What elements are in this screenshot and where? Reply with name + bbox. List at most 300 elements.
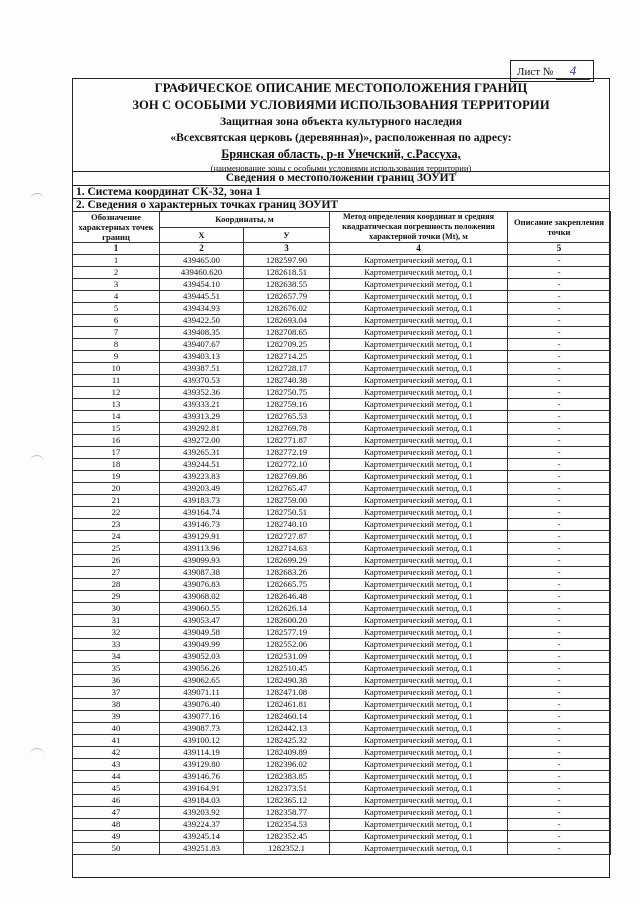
col-desc-header: Описание закрепления точки [508,212,611,243]
coord-y: 1282409.89 [244,747,330,759]
coord-y: 1282626.14 [244,603,330,615]
coord-x: 439408.35 [160,327,244,339]
coord-x: 439183.73 [160,495,244,507]
table-row [73,699,611,711]
point-id: 38 [73,699,160,711]
method-cell: Картометрический метод, 0.1 [330,747,508,759]
point-id: 14 [73,411,160,423]
coord-y: 1282490.38 [244,675,330,687]
point-id: 21 [73,495,160,507]
method-cell: Картометрический метод, 0.1 [330,591,508,603]
point-id: 46 [73,795,160,807]
coord-y: 1282740.38 [244,375,330,387]
point-id: 24 [73,531,160,543]
coord-y: 1282638.55 [244,279,330,291]
coord-x: 439164.74 [160,507,244,519]
coord-x: 439333.21 [160,399,244,411]
point-id: 47 [73,807,160,819]
point-id: 43 [73,759,160,771]
point-id: 20 [73,483,160,495]
table-row [73,711,611,723]
coord-y: 1282531.09 [244,651,330,663]
method-cell: Картометрический метод, 0.1 [330,447,508,459]
method-cell: Картометрический метод, 0.1 [330,675,508,687]
table-row [73,747,611,759]
desc-cell: - [508,567,611,579]
point-id: 27 [73,567,160,579]
table-row [73,303,611,315]
coord-x: 439114.19 [160,747,244,759]
point-id: 19 [73,471,160,483]
desc-cell: - [508,735,611,747]
method-cell: Картометрический метод, 0.1 [330,819,508,831]
point-id: 28 [73,579,160,591]
point-id: 11 [73,375,160,387]
table-row [73,519,611,531]
point-id: 25 [73,543,160,555]
point-id: 48 [73,819,160,831]
table-row [73,315,611,327]
sheet-number: 4 [556,63,590,80]
title-line-2: ЗОН С ОСОБЫМИ УСЛОВИЯМИ ИСПОЛЬЗОВАНИЯ ТЕРРИТОРИИ [132,98,550,112]
coord-x: 439265.31 [160,447,244,459]
method-cell: Картометрический метод, 0.1 [330,831,508,843]
coord-y: 1282683.26 [244,567,330,579]
desc-cell: - [508,411,611,423]
coord-x: 439129.91 [160,531,244,543]
coord-x: 439407.67 [160,339,244,351]
point-id: 49 [73,831,160,843]
desc-cell: - [508,315,611,327]
coord-y: 1282708.65 [244,327,330,339]
col-number: 4 [330,243,508,255]
coord-x: 439184.03 [160,795,244,807]
method-cell: Картометрический метод, 0.1 [330,603,508,615]
coord-x: 439245.14 [160,831,244,843]
desc-cell: - [508,387,611,399]
method-cell: Картометрический метод, 0.1 [330,375,508,387]
method-cell: Картометрический метод, 0.1 [330,759,508,771]
coord-x: 439403.13 [160,351,244,363]
coord-x: 439129.80 [160,759,244,771]
desc-cell: - [508,843,611,855]
coord-y: 1282676.02 [244,303,330,315]
table-row [73,831,611,843]
coord-x: 439099.93 [160,555,244,567]
method-cell: Картометрический метод, 0.1 [330,507,508,519]
coord-y: 1282358.77 [244,807,330,819]
coord-x: 439068.02 [160,591,244,603]
coord-x: 439053.47 [160,615,244,627]
point-id: 36 [73,675,160,687]
method-cell: Картометрический метод, 0.1 [330,735,508,747]
coord-y: 1282665.75 [244,579,330,591]
desc-cell: - [508,303,611,315]
desc-cell: - [508,771,611,783]
point-id: 5 [73,303,160,315]
desc-cell: - [508,339,611,351]
method-cell: Картометрический метод, 0.1 [330,555,508,567]
table-row [73,351,611,363]
point-id: 9 [73,351,160,363]
method-cell: Картометрический метод, 0.1 [330,807,508,819]
coord-x: 439052.03 [160,651,244,663]
col-number: 1 [73,243,160,255]
desc-cell: - [508,627,611,639]
coord-y: 1282577.19 [244,627,330,639]
table-row [73,675,611,687]
table-row [73,579,611,591]
method-cell: Картометрический метод, 0.1 [330,543,508,555]
table-row [73,363,611,375]
coord-y: 1282728.17 [244,363,330,375]
method-cell: Картометрический метод, 0.1 [330,723,508,735]
method-cell: Картометрический метод, 0.1 [330,255,508,267]
table-row [73,615,611,627]
point-id: 29 [73,591,160,603]
table-row [73,543,611,555]
method-cell: Картометрический метод, 0.1 [330,627,508,639]
col-number: 5 [508,243,611,255]
coord-y: 1282552.06 [244,639,330,651]
title-line-1: ГРАФИЧЕСКОЕ ОПИСАНИЕ МЕСТОПОЛОЖЕНИЯ ГРАНИЦ [154,81,528,95]
method-cell: Картометрический метод, 0.1 [330,795,508,807]
coord-y: 1282714.63 [244,543,330,555]
table-row [73,531,611,543]
point-id: 8 [73,339,160,351]
desc-cell: - [508,831,611,843]
method-cell: Картометрический метод, 0.1 [330,531,508,543]
point-id: 35 [73,663,160,675]
method-cell: Картометрический метод, 0.1 [330,471,508,483]
method-cell: Картометрический метод, 0.1 [330,303,508,315]
coord-x: 439370.53 [160,375,244,387]
coord-x: 439056.26 [160,663,244,675]
table-row [73,651,611,663]
coord-x: 439087.73 [160,723,244,735]
desc-cell: - [508,639,611,651]
section-title: Сведения о местоположении границ ЗОУИТ [72,171,610,185]
method-cell: Картометрический метод, 0.1 [330,519,508,531]
table-row [73,819,611,831]
point-id: 7 [73,327,160,339]
method-cell: Картометрический метод, 0.1 [330,399,508,411]
desc-cell: - [508,807,611,819]
point-id: 37 [73,687,160,699]
desc-cell: - [508,267,611,279]
method-cell: Картометрический метод, 0.1 [330,267,508,279]
desc-cell: - [508,819,611,831]
coord-x: 439071.11 [160,687,244,699]
point-id: 3 [73,279,160,291]
punch-hole-mark [30,748,44,759]
desc-cell: - [508,495,611,507]
method-cell: Картометрический метод, 0.1 [330,411,508,423]
punch-hole-mark [30,455,44,466]
table-row [73,723,611,735]
table-row [73,507,611,519]
point-id: 45 [73,783,160,795]
coord-y: 1282425.32 [244,735,330,747]
desc-cell: - [508,375,611,387]
coord-y: 1282373.51 [244,783,330,795]
table-row [73,483,611,495]
point-id: 50 [73,843,160,855]
coord-system: 1. Система координат СК-32, зона 1 [72,185,610,199]
method-cell: Картометрический метод, 0.1 [330,699,508,711]
desc-cell: - [508,483,611,495]
coord-y: 1282471.08 [244,687,330,699]
coord-y: 1282693.04 [244,315,330,327]
coord-x: 439352.36 [160,387,244,399]
desc-cell: - [508,747,611,759]
coord-y: 1282442.13 [244,723,330,735]
coord-x: 439060.55 [160,603,244,615]
point-id: 10 [73,363,160,375]
table-row [73,447,611,459]
coord-x: 439292.81 [160,423,244,435]
desc-cell: - [508,471,611,483]
desc-cell: - [508,759,611,771]
table-row [73,471,611,483]
coord-x: 439434.93 [160,303,244,315]
coord-x: 439465.00 [160,255,244,267]
coord-y: 1282769.86 [244,471,330,483]
method-cell: Картометрический метод, 0.1 [330,387,508,399]
points-section-title: 2. Сведения о характерных точках границ ЗОУИТ [72,198,610,212]
table-row [73,255,611,267]
col-coords-header: Координаты, м [160,212,330,228]
point-id: 42 [73,747,160,759]
coord-y: 1282709.25 [244,339,330,351]
coord-x: 439049.99 [160,639,244,651]
table-row [73,399,611,411]
zone-name-caption: (наименование зоны с особыми условиями использования территории) [210,163,472,173]
method-cell: Картометрический метод, 0.1 [330,639,508,651]
table-row [73,663,611,675]
coord-y: 1282657.79 [244,291,330,303]
method-cell: Картометрический метод, 0.1 [330,327,508,339]
method-cell: Картометрический метод, 0.1 [330,363,508,375]
table-row [73,423,611,435]
method-cell: Картометрический метод, 0.1 [330,459,508,471]
method-cell: Картометрический метод, 0.1 [330,651,508,663]
table-row [73,807,611,819]
table-row [73,291,611,303]
col-number: 3 [244,243,330,255]
table-row [73,687,611,699]
point-id: 44 [73,771,160,783]
desc-cell: - [508,615,611,627]
zone-address: Брянская область, р-н Унечский, с.Рассуха, [221,147,461,161]
desc-cell: - [508,651,611,663]
desc-cell: - [508,603,611,615]
method-cell: Картометрический метод, 0.1 [330,687,508,699]
desc-cell: - [508,675,611,687]
desc-cell: - [508,543,611,555]
table-row [73,759,611,771]
coord-x: 439146.76 [160,771,244,783]
point-id: 15 [73,423,160,435]
coord-x: 439164.91 [160,783,244,795]
desc-cell: - [508,591,611,603]
method-cell: Картометрический метод, 0.1 [330,711,508,723]
coord-x: 439272.00 [160,435,244,447]
zone-name-line-1: Защитная зона объекта культурного наследия [219,115,462,128]
coord-y: 1282352.45 [244,831,330,843]
table-row [73,459,611,471]
coord-x: 439203.92 [160,807,244,819]
table-row [73,591,611,603]
point-id: 33 [73,639,160,651]
coord-x: 439203.49 [160,483,244,495]
desc-cell: - [508,699,611,711]
coord-x: 439460.620 [160,267,244,279]
table-row [73,327,611,339]
desc-cell: - [508,795,611,807]
table-row [73,339,611,351]
point-id: 1 [73,255,160,267]
point-id: 32 [73,627,160,639]
desc-cell: - [508,435,611,447]
desc-cell: - [508,687,611,699]
document-header [73,80,609,174]
col-number: 2 [160,243,244,255]
desc-cell: - [508,507,611,519]
desc-cell: - [508,351,611,363]
coord-y: 1282510.45 [244,663,330,675]
method-cell: Картометрический метод, 0.1 [330,783,508,795]
coord-y: 1282714.25 [244,351,330,363]
coord-x: 439422.50 [160,315,244,327]
coord-x: 439251.83 [160,843,244,855]
desc-cell: - [508,255,611,267]
method-cell: Картометрический метод, 0.1 [330,435,508,447]
method-cell: Картометрический метод, 0.1 [330,483,508,495]
table-row [73,771,611,783]
table-row [73,387,611,399]
desc-cell: - [508,723,611,735]
method-cell: Картометрический метод, 0.1 [330,495,508,507]
coord-y: 1282765.47 [244,483,330,495]
desc-cell: - [508,579,611,591]
coord-x: 439076.83 [160,579,244,591]
method-cell: Картометрический метод, 0.1 [330,291,508,303]
table-row [73,567,611,579]
col-y-header: У [244,227,330,243]
desc-cell: - [508,783,611,795]
coord-y: 1282600.20 [244,615,330,627]
method-cell: Картометрический метод, 0.1 [330,567,508,579]
coord-x: 439100.12 [160,735,244,747]
point-id: 4 [73,291,160,303]
col-method-header: Метод определения координат и средняя квадратическая погрешность положения характерной точки (Mt), м [330,212,508,243]
method-cell: Картометрический метод, 0.1 [330,315,508,327]
coord-y: 1282352.1 [244,843,330,855]
desc-cell: - [508,447,611,459]
method-cell: Картометрический метод, 0.1 [330,339,508,351]
coord-y: 1282460.14 [244,711,330,723]
method-cell: Картометрический метод, 0.1 [330,279,508,291]
coord-y: 1282772.19 [244,447,330,459]
point-id: 39 [73,711,160,723]
col-point-header: Обозначение характерных точек границ [73,212,160,243]
coord-y: 1282618.51 [244,267,330,279]
coord-y: 1282769.78 [244,423,330,435]
method-cell: Картометрический метод, 0.1 [330,615,508,627]
method-cell: Картометрический метод, 0.1 [330,423,508,435]
table-row [73,495,611,507]
desc-cell: - [508,459,611,471]
coord-y: 1282772.10 [244,459,330,471]
coord-x: 439062.65 [160,675,244,687]
method-cell: Картометрический метод, 0.1 [330,843,508,855]
sheet-label: Лист № [517,66,554,78]
desc-cell: - [508,291,611,303]
point-id: 23 [73,519,160,531]
table-row [73,603,611,615]
coord-y: 1282383.85 [244,771,330,783]
zone-name-line-2: «Всехсвятская церковь (деревянная)», расположенная по адресу: [170,131,512,144]
desc-cell: - [508,663,611,675]
point-id: 40 [73,723,160,735]
coord-y: 1282646.48 [244,591,330,603]
table-row [73,267,611,279]
desc-cell: - [508,399,611,411]
coord-x: 439077.16 [160,711,244,723]
point-id: 31 [73,615,160,627]
point-id: 34 [73,651,160,663]
point-id: 16 [73,435,160,447]
coord-y: 1282759.16 [244,399,330,411]
coord-y: 1282727.87 [244,531,330,543]
coord-x: 439313.29 [160,411,244,423]
punch-hole-mark [30,193,44,204]
desc-cell: - [508,711,611,723]
coord-x: 439087.38 [160,567,244,579]
method-cell: Картометрический метод, 0.1 [330,579,508,591]
method-cell: Картометрический метод, 0.1 [330,351,508,363]
point-id: 17 [73,447,160,459]
desc-cell: - [508,531,611,543]
point-id: 13 [73,399,160,411]
point-id: 22 [73,507,160,519]
coord-x: 439113.96 [160,543,244,555]
coord-y: 1282750.75 [244,387,330,399]
point-id: 6 [73,315,160,327]
coord-y: 1282759.00 [244,495,330,507]
desc-cell: - [508,327,611,339]
coord-x: 439445.51 [160,291,244,303]
coord-x: 439454.10 [160,279,244,291]
table-row [73,435,611,447]
table-row [73,375,611,387]
method-cell: Картометрический метод, 0.1 [330,771,508,783]
table-row [73,555,611,567]
coord-y: 1282771.87 [244,435,330,447]
table-row [73,843,611,855]
table-row [73,639,611,651]
table-row [73,735,611,747]
coord-y: 1282699.29 [244,555,330,567]
point-id: 26 [73,555,160,567]
point-id: 30 [73,603,160,615]
coord-x: 439387.51 [160,363,244,375]
points-table [72,211,611,855]
coord-y: 1282750.51 [244,507,330,519]
coord-x: 439224.37 [160,819,244,831]
desc-cell: - [508,363,611,375]
